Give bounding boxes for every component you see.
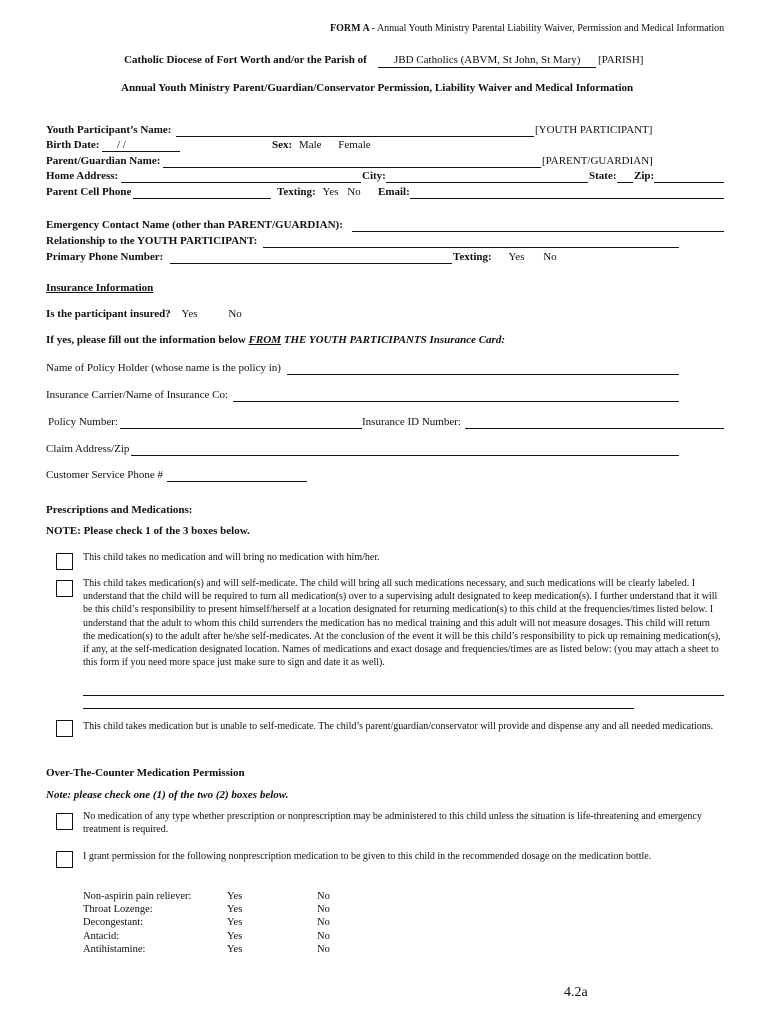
otc-option-1-checkbox[interactable] — [56, 813, 73, 830]
sex-female-option[interactable]: Female — [338, 139, 371, 151]
otc-item-yes[interactable]: Yes — [227, 891, 243, 902]
otc-item-label: Antihistamine: — [83, 944, 146, 955]
otc-item-yes[interactable]: Yes — [227, 904, 243, 915]
emergency-contact-label: Emergency Contact Name (other than PARENT/GUARDIAN): — [46, 219, 343, 231]
otc-item-no[interactable]: No — [317, 891, 330, 902]
parish-value[interactable]: JBD Catholics (ABVM, St John, St Mary) — [394, 54, 581, 66]
sex-field — [272, 139, 371, 151]
city-label: City: — [362, 170, 386, 182]
form-title: Annual Youth Ministry Parental Liability Waiver, Permission and Medical Information — [375, 23, 725, 34]
rx-option-3-text: This child takes medication but is unable to self-medicate. The child’s parent/guardian/conservator will provide and dispense any and all needed medications. — [83, 721, 714, 732]
parent-texting-label: Texting: — [277, 186, 316, 198]
parent-name-tag: [PARENT/GUARDIAN] — [542, 155, 653, 167]
instruction-prefix: If yes, please fill out the information below — [46, 334, 249, 346]
youth-name-field[interactable] — [176, 136, 534, 137]
zip-field[interactable] — [654, 182, 724, 183]
instruction-from: FROM — [248, 334, 281, 346]
parent-name-label: Parent/Guardian Name: — [46, 155, 161, 167]
main-title: Annual Youth Ministry Parent/Guardian/Conservator Permission, Liability Waiver and Medical Information — [121, 82, 634, 94]
insured-yes[interactable]: Yes — [181, 308, 198, 320]
policy-holder-field[interactable] — [287, 374, 679, 375]
policy-number-field[interactable] — [120, 428, 362, 429]
rx-option-1-text: This child takes no medication and will bring no medication with him/her. — [83, 552, 380, 563]
relationship-label: Relationship to the YOUTH PARTICIPANT: — [46, 235, 258, 247]
otc-item-no[interactable]: No — [317, 917, 330, 928]
emergency-contact-field[interactable] — [352, 231, 724, 232]
home-address-field[interactable] — [121, 182, 361, 183]
medication-list-line-2[interactable] — [83, 708, 634, 709]
instruction-card: THE YOUTH PARTICIPANTS Insurance Card — [280, 334, 502, 346]
id-number-field[interactable] — [465, 428, 724, 429]
otc-option-1-text: No medication of any type whether prescription or nonprescription may be administered to this child unless the situation is life-threatening and emergency treatment is required. — [83, 811, 702, 836]
emergency-texting-yes[interactable]: Yes — [508, 251, 525, 263]
email-label: Email: — [378, 186, 410, 198]
otc-item-yes[interactable]: Yes — [227, 931, 243, 942]
rx-option-2-checkbox[interactable] — [56, 580, 73, 597]
parent-name-field[interactable] — [163, 167, 541, 168]
email-field[interactable] — [410, 198, 724, 199]
otc-item-yes[interactable]: Yes — [227, 917, 243, 928]
prescriptions-heading: Prescriptions and Medications: — [46, 504, 193, 516]
zip-label: Zip: — [634, 170, 655, 182]
claim-address-label: Claim Address/Zip — [46, 443, 130, 455]
otc-heading: Over-The-Counter Medication Permission — [46, 767, 245, 779]
birth-date-field[interactable] — [102, 151, 180, 152]
insured-question: Is the participant insured? — [46, 308, 171, 320]
sex-label: Sex: — [272, 139, 293, 151]
emergency-phone-label: Primary Phone Number: — [46, 251, 164, 263]
parent-cell-field[interactable] — [133, 198, 271, 199]
form-label: FORM A - — [330, 23, 375, 34]
medication-list-line-1[interactable] — [83, 695, 724, 696]
emergency-texting-no[interactable]: No — [543, 251, 557, 263]
rx-option-2-text: This child takes medication(s) and will self-medicate. The child will bring all such medications necessary, and such medications will be clearly labeled. I understand that the child will be required to turn all medication(s) over to a supervising adult designated to keep medication(s). I further understand that it will be this child’s responsibility to present himself/herself at a location designated for returning medication(s) to this child at the frequencies/times listed below. I understand that the adult to whom this child surrenders the medication has no medical training and this adult will not measure dosages. This child will return the medication(s) to the adult after he/she self-medicates. At the conclusion of the event it will be this child’s responsibility to pick up remaining medication(s), if any, at the self-medication designated location. Names of medications and exact dosage and frequencies/times are as listed below: (you may attach a sheet to this form if you need more space just make sure to sign and date it as well). — [83, 578, 721, 669]
parent-texting — [277, 186, 361, 198]
parish-tag: [PARISH] — [598, 54, 644, 66]
rx-option-3-checkbox[interactable] — [56, 720, 73, 737]
otc-note: Note: please check one (1) of the two (2) boxes below. — [46, 789, 289, 801]
insured-no[interactable]: No — [228, 308, 242, 320]
relationship-field[interactable] — [263, 247, 679, 248]
instruction-end: : — [501, 334, 505, 346]
carrier-field[interactable] — [233, 401, 679, 402]
otc-item-label: Non-aspirin pain reliever: — [83, 891, 192, 902]
otc-item-no[interactable]: No — [317, 944, 330, 955]
parent-cell-label: Parent Cell Phone — [46, 186, 132, 198]
birth-date-separator: / / — [117, 139, 126, 151]
prescriptions-note: NOTE: Please check 1 of the 3 boxes below. — [46, 525, 250, 537]
policy-number-label: Policy Number: — [48, 416, 118, 428]
city-field[interactable] — [386, 182, 588, 183]
youth-name-label: Youth Participant’s Name: — [46, 124, 172, 136]
policy-holder-label: Name of Policy Holder (whose name is the policy in) — [46, 362, 281, 374]
home-address-label: Home Address: — [46, 170, 119, 182]
service-phone-field[interactable] — [167, 481, 307, 482]
service-phone-label: Customer Service Phone # — [46, 469, 164, 481]
insurance-instruction — [46, 334, 505, 346]
state-field[interactable] — [617, 182, 633, 183]
parish-line — [378, 67, 596, 68]
otc-item-label: Decongestant: — [83, 917, 144, 928]
otc-item-yes[interactable]: Yes — [227, 944, 243, 955]
birth-date-label: Birth Date: — [46, 139, 100, 151]
carrier-label: Insurance Carrier/Name of Insurance Co: — [46, 389, 229, 401]
otc-item-no[interactable]: No — [317, 931, 330, 942]
insurance-heading: Insurance Information — [46, 282, 154, 294]
otc-option-2-checkbox[interactable] — [56, 851, 73, 868]
id-number-label: Insurance ID Number: — [362, 416, 461, 428]
page-number: 4.2a — [564, 985, 588, 1000]
otc-option-2-text: I grant permission for the following nonprescription medication to be given to this child in the recommended dosage on the medication bottle. — [83, 851, 652, 862]
parent-texting-yes[interactable]: Yes — [322, 186, 339, 198]
claim-address-field[interactable] — [131, 455, 679, 456]
emergency-texting — [453, 251, 557, 263]
rx-option-1-checkbox[interactable] — [56, 553, 73, 570]
insured-question-row — [46, 308, 242, 320]
sex-male-option[interactable]: Male — [298, 139, 322, 151]
youth-name-tag: [YOUTH PARTICIPANT] — [535, 124, 653, 136]
otc-item-label: Throat Lozenge: — [83, 904, 153, 915]
otc-item-no[interactable]: No — [317, 904, 330, 915]
state-label: State: — [589, 170, 617, 182]
emergency-texting-label: Texting: — [453, 251, 492, 263]
otc-item-label: Antacid: — [83, 931, 120, 942]
diocese-prefix: Catholic Diocese of Fort Worth and/or the Parish of — [124, 54, 367, 66]
form-header — [330, 23, 724, 34]
emergency-phone-field[interactable] — [170, 263, 452, 264]
parent-texting-no[interactable]: No — [347, 186, 361, 198]
